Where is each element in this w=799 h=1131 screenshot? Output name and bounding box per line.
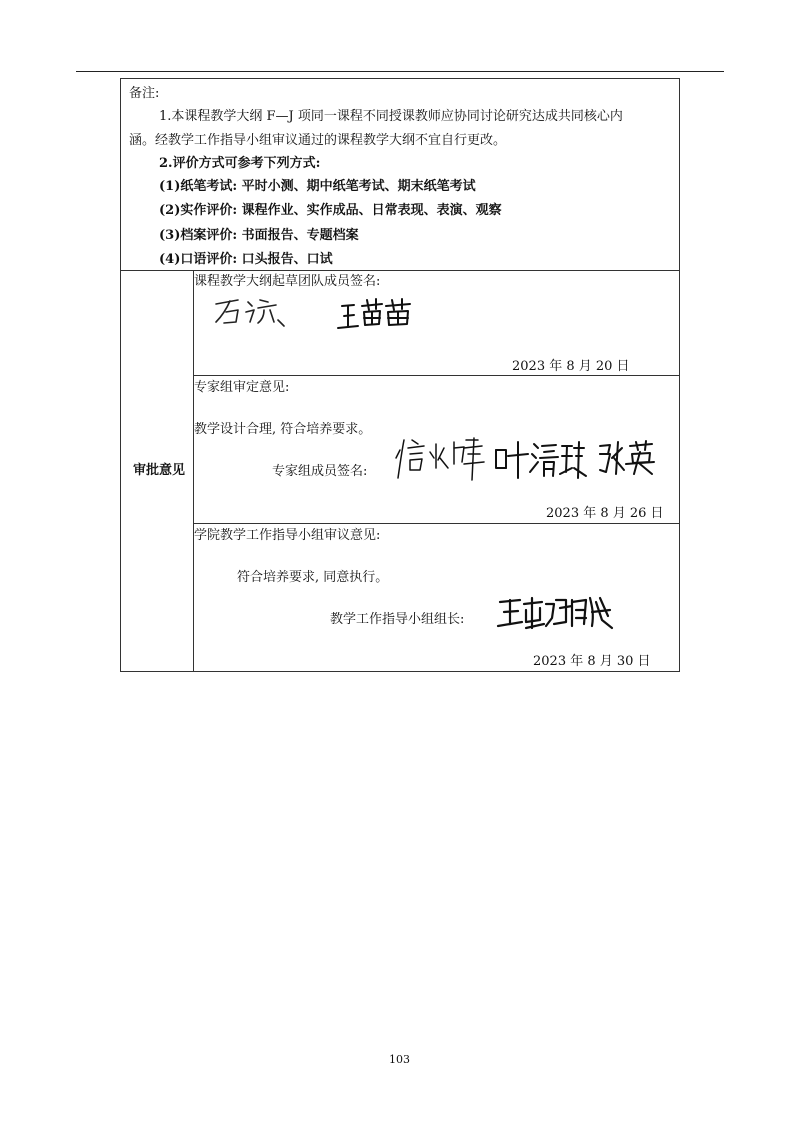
- college-date: 2023 年 8 月 30 日: [533, 654, 651, 669]
- notes-method-2: (2)实作评价: 课程作业、实作成品、日常表现、表演、观察: [159, 203, 502, 218]
- table-divider-notes: [120, 270, 680, 271]
- page-number: 103: [389, 1053, 410, 1066]
- notes-method-1: (1)纸笔考试: 平时小测、期中纸笔考试、期末纸笔考试: [159, 179, 476, 194]
- notes-item1-line1: 1.本课程教学大纲 F—J 项同一课程不同授课教师应协同讨论研究达成共同核心内: [159, 109, 623, 124]
- expert-signature-2: [490, 438, 588, 482]
- expert-date: 2023 年 8 月 26 日: [546, 506, 664, 521]
- notes-item1-line2: 涵。经教学工作指导小组审议通过的课程教学大纲不宜自行更改。: [129, 133, 507, 148]
- expert-signature-1: [392, 434, 488, 486]
- drafting-heading: 课程教学大纲起草团队成员签名:: [194, 274, 381, 289]
- table-divider-label-column: [193, 270, 194, 672]
- approval-label: 审批意见: [133, 463, 186, 478]
- notes-title: 备注:: [129, 86, 160, 101]
- expert-signature-3: [596, 438, 656, 478]
- college-signer-label: 教学工作指导小组组长:: [330, 612, 465, 627]
- notes-item2: 2.评价方式可参考下列方式:: [159, 156, 321, 171]
- header-rule: [76, 71, 724, 72]
- expert-opinion: 教学设计合理, 符合培养要求。: [194, 422, 372, 437]
- drafting-date: 2023 年 8 月 20 日: [512, 359, 630, 374]
- table-divider-college: [193, 523, 680, 524]
- college-signature: [496, 592, 616, 636]
- table-divider-expert: [193, 375, 680, 376]
- expert-heading: 专家组审定意见:: [194, 380, 290, 395]
- notes-method-3: (3)档案评价: 书面报告、专题档案: [159, 228, 359, 243]
- notes-method-4: (4)口语评价: 口头报告、口试: [159, 252, 333, 267]
- expert-signer-label: 专家组成员签名:: [272, 464, 368, 479]
- drafting-signature-1: [212, 292, 292, 332]
- college-opinion: 符合培养要求, 同意执行。: [237, 570, 389, 585]
- drafting-signature-2: [336, 296, 416, 334]
- college-heading: 学院教学工作指导小组审议意见:: [194, 528, 381, 543]
